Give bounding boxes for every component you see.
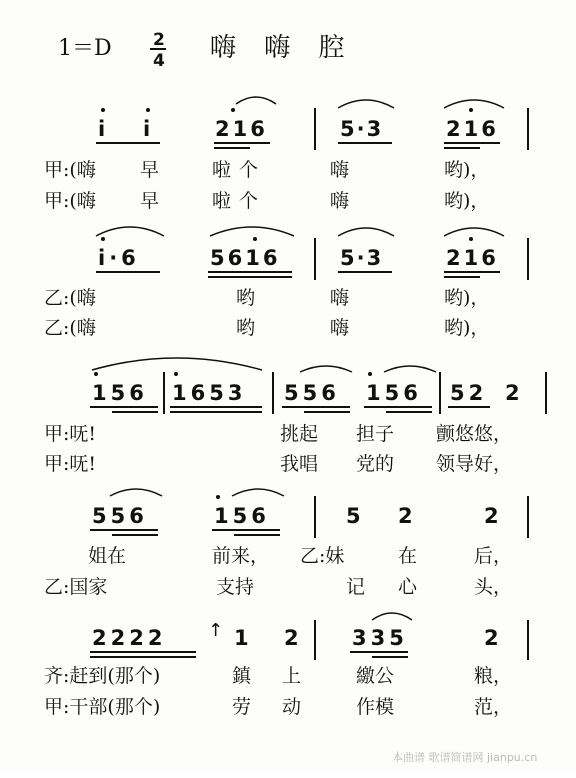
- slur: [384, 366, 436, 372]
- note-group: 5616: [210, 246, 281, 270]
- lyric: 早: [140, 159, 160, 181]
- slur: [338, 100, 394, 108]
- note-group: 5·3: [340, 246, 384, 270]
- lyric: 记: [346, 576, 366, 598]
- note-group: 2222: [92, 626, 167, 650]
- note-group: i·6: [98, 246, 140, 270]
- time-signature-bottom: 4: [153, 51, 165, 71]
- lyric: 乙:妹: [300, 545, 345, 567]
- lyric: 作模: [356, 696, 395, 718]
- lyric: 鎮: [232, 665, 252, 687]
- system-3: [44, 358, 546, 475]
- lyric: 乙:(嗨: [44, 287, 96, 309]
- lyric: 后，: [474, 545, 513, 567]
- lyric: 齐:赶到(那个): [44, 665, 161, 687]
- lyric: 哟: [236, 317, 256, 339]
- key-signature: 1＝D: [58, 36, 112, 61]
- lyric: 哟)，: [444, 159, 490, 181]
- lyric: 甲:(嗨: [44, 190, 96, 212]
- lyric: 嗨: [330, 287, 350, 309]
- lyric: 甲:干部(那个): [44, 696, 161, 718]
- note-group: 5: [346, 504, 361, 528]
- octave-dot: [231, 108, 235, 112]
- lyric: 动: [282, 696, 302, 718]
- octave-dot: [368, 372, 372, 376]
- octave-dot: [101, 237, 105, 241]
- note-group: 216: [215, 117, 268, 141]
- slur: [232, 489, 284, 496]
- lyric: 啦个: [212, 190, 267, 212]
- slur: [444, 100, 504, 108]
- note-group: 156: [92, 381, 148, 405]
- octave-dot: [146, 108, 150, 112]
- lyric: 甲:呒!: [44, 453, 97, 475]
- system-4: [44, 489, 528, 598]
- lyric: 甲:(嗨: [44, 159, 96, 181]
- octave-dot: [469, 237, 473, 241]
- note-group: 335: [352, 626, 408, 650]
- lyric: 姐在: [88, 545, 127, 567]
- note-group: i: [98, 117, 106, 141]
- note-group: 556: [92, 504, 148, 528]
- lyric: 甲:呒!: [44, 423, 97, 445]
- watermark: 本曲谱 歌谱简谱网 jianpu.cn: [392, 751, 538, 764]
- lyric: 繳公: [356, 665, 395, 687]
- slur: [236, 97, 276, 104]
- lyric: 粮，: [474, 665, 513, 687]
- lyric: 领导好，: [436, 453, 513, 475]
- note-group: 52: [450, 381, 488, 405]
- octave-dot: [469, 108, 473, 112]
- up-arrow-icon: ↑: [208, 620, 224, 641]
- slur: [210, 227, 294, 236]
- note-group: 2: [484, 504, 499, 528]
- note-group: 156: [214, 504, 270, 528]
- system-2: [44, 227, 528, 339]
- song-title: 嗨 嗨 腔: [210, 33, 355, 63]
- slur: [444, 228, 504, 236]
- lyric: 早: [140, 190, 160, 212]
- lyric: 心: [398, 576, 418, 598]
- octave-dot: [253, 237, 257, 241]
- octave-dot: [216, 495, 220, 499]
- lyric: 担子: [356, 423, 395, 445]
- note-group: 2: [484, 626, 499, 650]
- note-group: 216: [446, 246, 499, 270]
- lyric: 在: [398, 545, 418, 567]
- note-group: 556: [284, 381, 340, 405]
- lyric: 嗨: [330, 317, 350, 339]
- slur: [92, 358, 262, 370]
- note-group: 5·3: [340, 117, 384, 141]
- note-group: i: [143, 117, 151, 141]
- lyric: 嗨: [330, 190, 350, 212]
- slur: [96, 227, 164, 236]
- lyric: 挑起: [280, 423, 319, 445]
- lyric: 乙:(嗨: [44, 317, 96, 339]
- lyric: 支持: [216, 576, 255, 598]
- lyric: 啦个: [212, 159, 267, 181]
- note-group: 156: [366, 381, 422, 405]
- slur: [110, 489, 162, 496]
- lyric: 嗨: [330, 159, 350, 181]
- slur: [338, 228, 394, 236]
- note-group: 2: [398, 504, 413, 528]
- note-group: 1: [234, 626, 249, 650]
- system-1: [44, 97, 528, 212]
- system-5: [44, 613, 528, 718]
- lyric: 颤悠悠，: [436, 423, 513, 445]
- lyric: 我唱: [280, 453, 319, 475]
- lyric: 范，: [474, 696, 513, 718]
- lyric: 党的: [356, 453, 395, 475]
- slur: [300, 366, 352, 372]
- lyric: 劳: [232, 696, 252, 718]
- lyric: 哟)，: [444, 287, 490, 309]
- lyric: 哟)，: [444, 190, 490, 212]
- note-group: 216: [446, 117, 499, 141]
- octave-dot: [94, 372, 98, 376]
- time-signature-top: 2: [153, 30, 165, 50]
- note-group: 2: [505, 381, 520, 405]
- lyric: 头，: [474, 576, 513, 598]
- slur: [372, 613, 412, 620]
- lyric: 上: [282, 665, 302, 687]
- note-group: 2: [284, 626, 299, 650]
- octave-dot: [174, 372, 178, 376]
- octave-dot: [101, 108, 105, 112]
- lyric: 乙:国家: [44, 576, 108, 598]
- lyric: 前来，: [212, 545, 270, 567]
- note-group: 1653: [172, 381, 247, 405]
- lyric: 哟: [236, 287, 256, 309]
- lyric: 哟)，: [444, 317, 490, 339]
